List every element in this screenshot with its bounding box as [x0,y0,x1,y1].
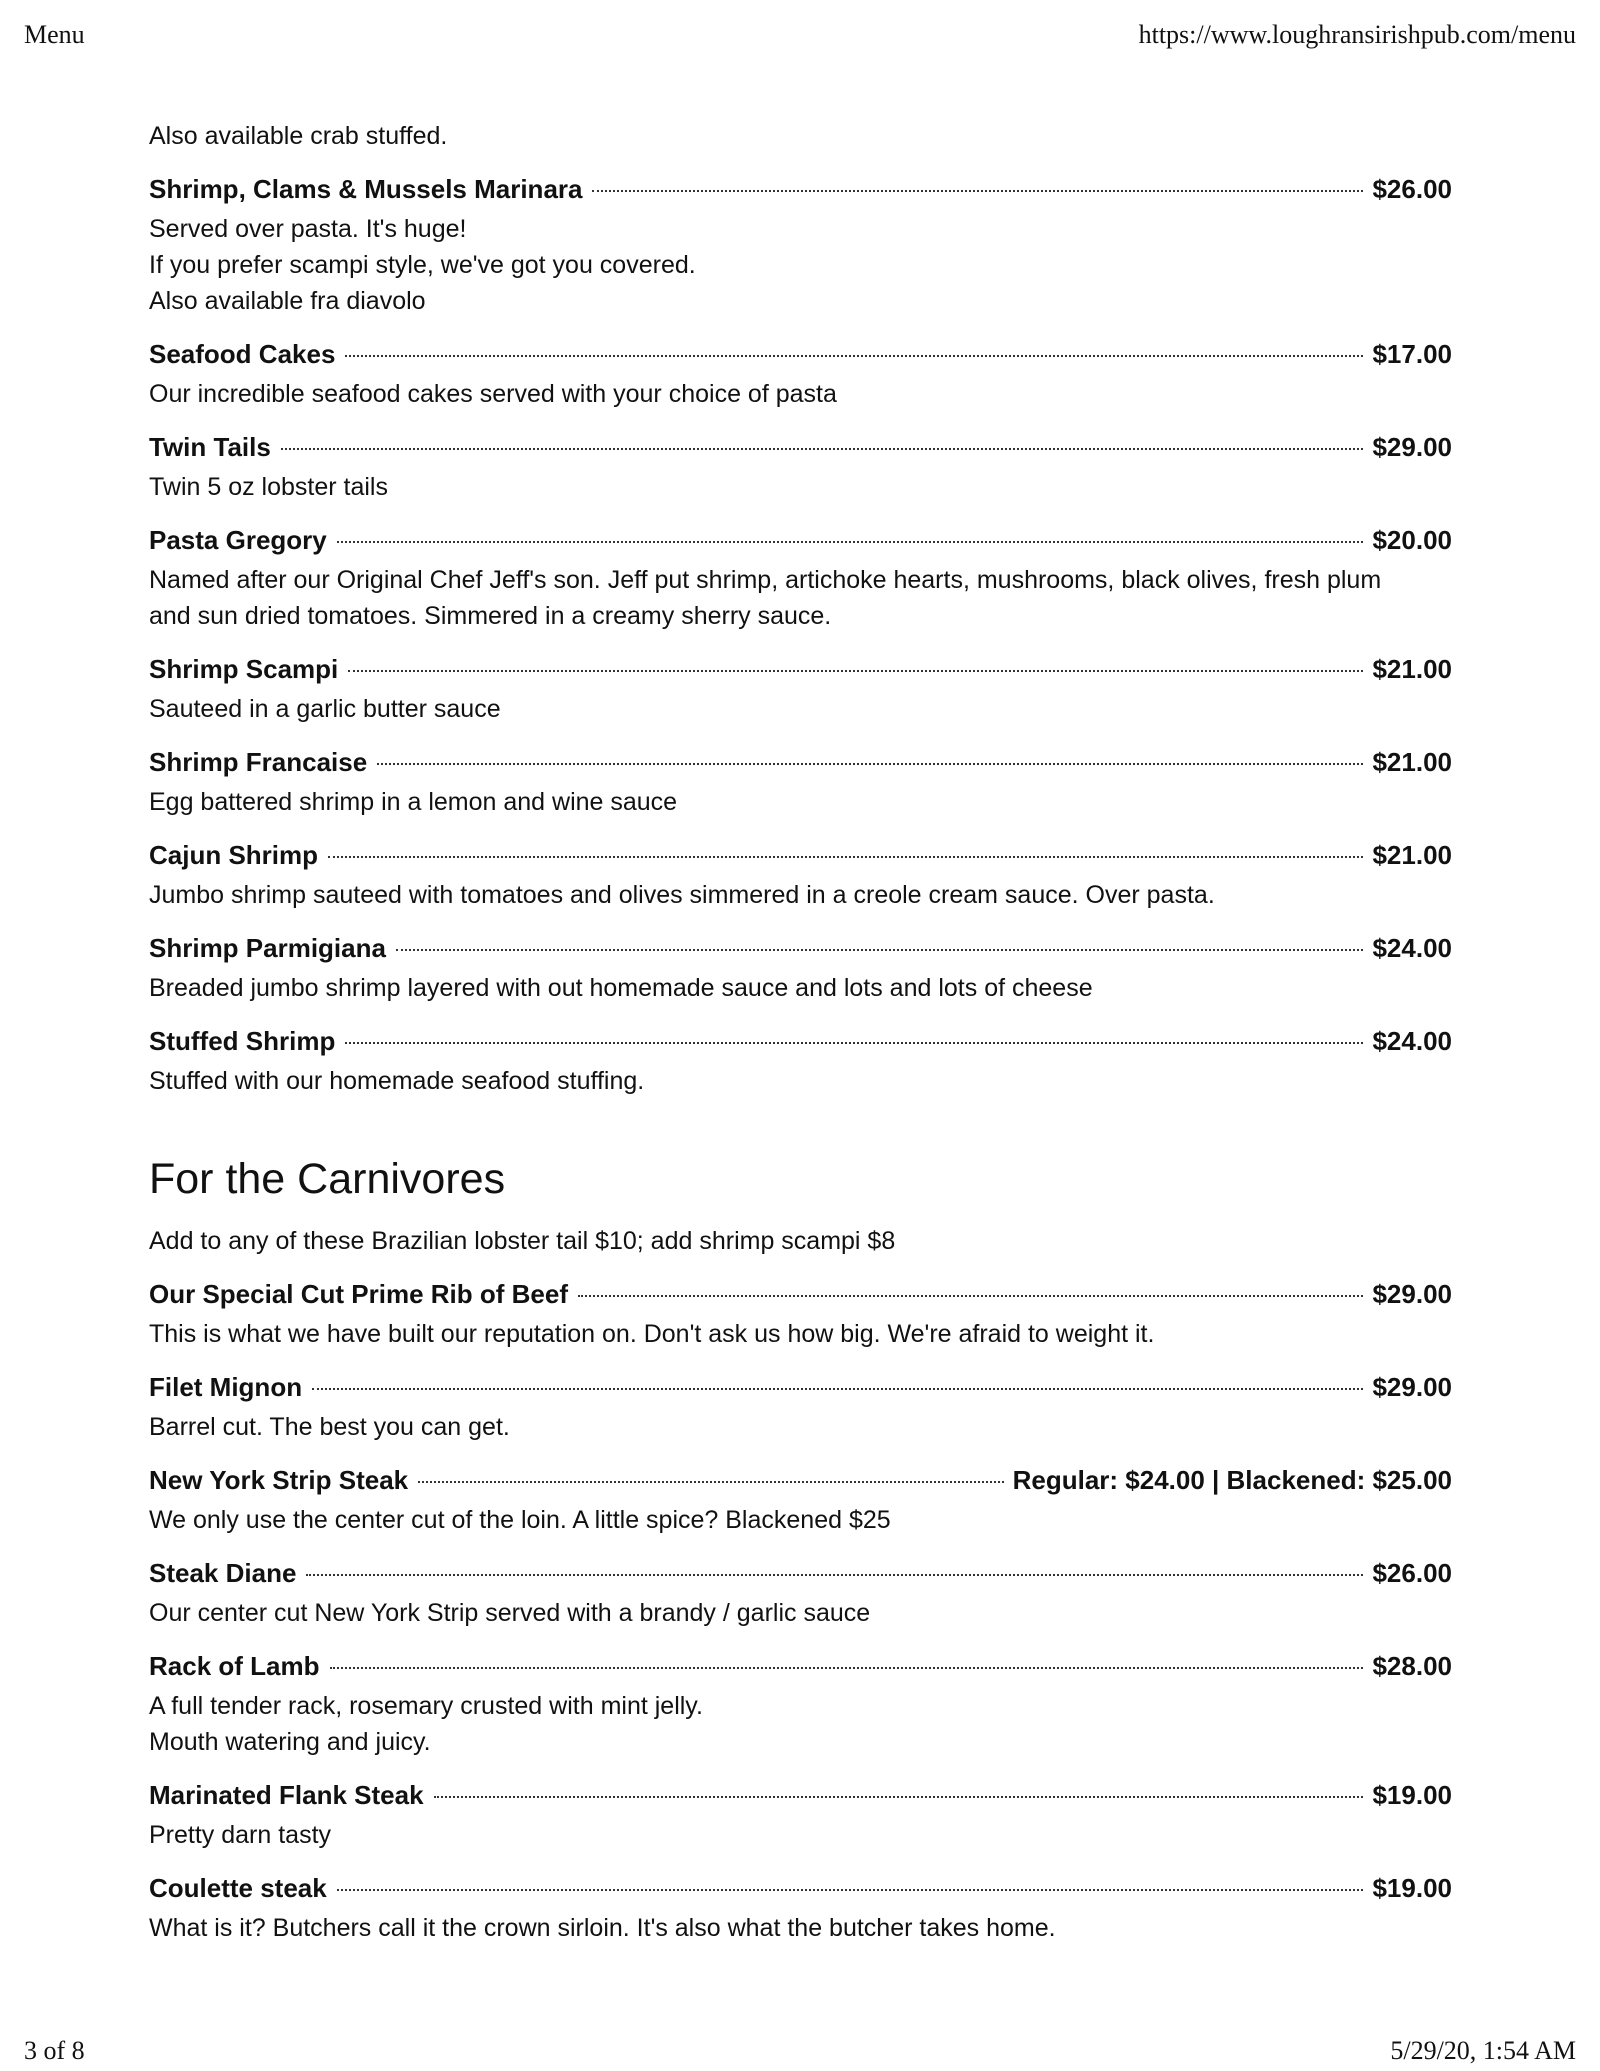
menu-item [149,336,1452,412]
menu-item [149,1023,1452,1099]
print-datetime: 5/29/20, 1:54 AM [1390,2036,1576,2065]
description-line: Breaded jumbo shrimp layered with out homemade sauce and lots and lots of cheese [149,974,1093,1002]
menu-item [149,1648,1452,1760]
dot-leader [345,1042,1363,1044]
menu-item-price: $24.00 [1372,933,1452,963]
menu-item-name: Shrimp Francaise [149,747,368,777]
menu-item-description [149,691,1452,727]
menu-item-description [149,784,1452,820]
menu-item-name: Shrimp Parmigiana [149,933,386,963]
dot-leader [337,1889,1364,1891]
dot-leader [434,1796,1364,1798]
menu-item-description [149,562,1452,634]
dot-leader [328,856,1363,858]
print-header [24,20,1576,50]
menu-item-description [149,1063,1452,1099]
menu-item [149,429,1452,505]
menu-item-header [149,1462,1452,1498]
menu-item-header [149,744,1452,780]
menu-item-header [149,1023,1452,1059]
menu-item-header [149,1648,1452,1684]
menu-item-header [149,336,1452,372]
description-line: Twin 5 oz lobster tails [149,473,388,501]
menu-item-header [149,1369,1452,1405]
menu-item [149,651,1452,727]
description-line: A full tender rack, rosemary crusted with mint jelly. [149,1692,703,1720]
menu-item-description [149,376,1452,412]
description-line: Pretty darn tasty [149,1821,332,1849]
menu-item-price: $20.00 [1372,525,1452,555]
dot-leader [592,190,1363,192]
description-line: Served over pasta. It's huge! [149,215,467,243]
menu-item-price: $21.00 [1372,654,1452,684]
dot-leader [348,670,1363,672]
print-footer [24,2036,1576,2066]
dot-leader [306,1574,1363,1576]
description-line: Our center cut New York Strip served with a brandy / garlic sauce [149,1599,871,1627]
menu-item-name: Twin Tails [149,432,271,462]
menu-item-description [149,970,1452,1006]
menu-item-description [149,1409,1452,1445]
menu-item-name: Coulette steak [149,1873,327,1903]
menu-item-price: $28.00 [1372,1651,1452,1681]
menu-content [149,118,1452,1946]
menu-item-price: $24.00 [1372,1026,1452,1056]
section-note-carnivores: Add to any of these Brazilian lobster tail $10; add shrimp scampi $8 [149,1227,896,1255]
menu-item-price: $17.00 [1372,339,1452,369]
menu-item-name: Shrimp, Clams & Mussels Marinara [149,174,583,204]
print-header-title: Menu [24,20,85,49]
dot-leader [281,448,1364,450]
menu-item-name: Cajun Shrimp [149,840,319,870]
description-line: Jumbo shrimp sauteed with tomatoes and olives simmered in a creole cream sauce. Over pasta. [149,881,1215,909]
menu-item-price: $29.00 [1372,1372,1452,1402]
menu-item [149,1870,1452,1946]
menu-item-price: $19.00 [1372,1873,1452,1903]
menu-item [149,522,1452,634]
menu-item-name: Our Special Cut Prime Rib of Beef [149,1279,568,1309]
description-line: Barrel cut. The best you can get. [149,1413,510,1441]
dot-leader [377,763,1363,765]
description-line: Named after our Original Chef Jeff's son. Jeff put shrimp, artichoke hearts, mushrooms, black olives, fresh plum [149,566,1382,594]
menu-item-price: Regular: $24.00 | Blackened: $25.00 [1012,1465,1452,1495]
menu-item [149,1777,1452,1853]
menu-item-price: $29.00 [1372,1279,1452,1309]
intro-line: Also available crab stuffed. [149,122,448,150]
menu-item-name: Rack of Lamb [149,1651,320,1681]
description-line: If you prefer scampi style, we've got you covered. [149,251,696,279]
menu-item [149,837,1452,913]
menu-item [149,1462,1452,1538]
menu-item [149,1555,1452,1631]
description-line: Egg battered shrimp in a lemon and wine sauce [149,788,678,816]
menu-item-header [149,522,1452,558]
menu-item [149,171,1452,319]
menu-item-price: $19.00 [1372,1780,1452,1810]
description-line: Mouth watering and juicy. [149,1728,431,1756]
menu-item-header [149,1555,1452,1591]
dot-leader [312,1388,1363,1390]
description-line: What is it? Butchers call it the crown sirloin. It's also what the butcher takes home. [149,1914,1056,1942]
dot-leader [396,949,1364,951]
menu-item-name: Marinated Flank Steak [149,1780,424,1810]
menu-item-description [149,1595,1452,1631]
menu-item-description [149,211,1452,319]
menu-item-description [149,1910,1452,1946]
menu-item [149,930,1452,1006]
menu-item-description [149,877,1452,913]
menu-item-name: Filet Mignon [149,1372,303,1402]
menu-item-header [149,1870,1452,1906]
dot-leader [330,1667,1364,1669]
menu-item-name: Steak Diane [149,1558,297,1588]
menu-item-price: $21.00 [1372,747,1452,777]
menu-item-name: Pasta Gregory [149,525,327,555]
dot-leader [345,355,1363,357]
menu-item-header [149,171,1452,207]
description-line: Our incredible seafood cakes served with your choice of pasta [149,380,837,408]
page-number: 3 of 8 [24,2036,85,2065]
menu-item-header [149,651,1452,687]
section-title-carnivores: For the Carnivores [149,1155,506,1203]
description-line: Sauteed in a garlic butter sauce [149,695,501,723]
menu-item-header [149,1276,1452,1312]
description-line: We only use the center cut of the loin. A little spice? Blackened $25 [149,1506,891,1534]
description-line: and sun dried tomatoes. Simmered in a creamy sherry sauce. [149,602,832,630]
menu-item [149,1369,1452,1445]
menu-item-header [149,837,1452,873]
description-line: Stuffed with our homemade seafood stuffing. [149,1067,645,1095]
menu-item-price: $29.00 [1372,432,1452,462]
menu-item-price: $26.00 [1372,1558,1452,1588]
description-line: This is what we have built our reputation on. Don't ask us how big. We're afraid to weight it. [149,1320,1155,1348]
menu-item-header [149,1777,1452,1813]
seafood-list [149,171,1452,1099]
menu-item-price: $21.00 [1372,840,1452,870]
menu-item-description [149,1688,1452,1760]
menu-item [149,1276,1452,1352]
carnivore-list [149,1276,1452,1946]
menu-item [149,744,1452,820]
description-line: Also available fra diavolo [149,287,426,315]
menu-item-name: Stuffed Shrimp [149,1026,336,1056]
dot-leader [578,1295,1363,1297]
menu-item-price: $26.00 [1372,174,1452,204]
dot-leader [337,541,1364,543]
menu-item-name: Seafood Cakes [149,339,336,369]
menu-item-header [149,930,1452,966]
print-header-url: https://www.loughransirishpub.com/menu [1138,20,1576,49]
menu-item-description [149,1502,1452,1538]
menu-item-description [149,1316,1452,1352]
menu-item-header [149,429,1452,465]
menu-item-description [149,1817,1452,1853]
dot-leader [418,1481,1003,1483]
menu-item-name: New York Strip Steak [149,1465,409,1495]
menu-item-description [149,469,1452,505]
menu-item-name: Shrimp Scampi [149,654,339,684]
